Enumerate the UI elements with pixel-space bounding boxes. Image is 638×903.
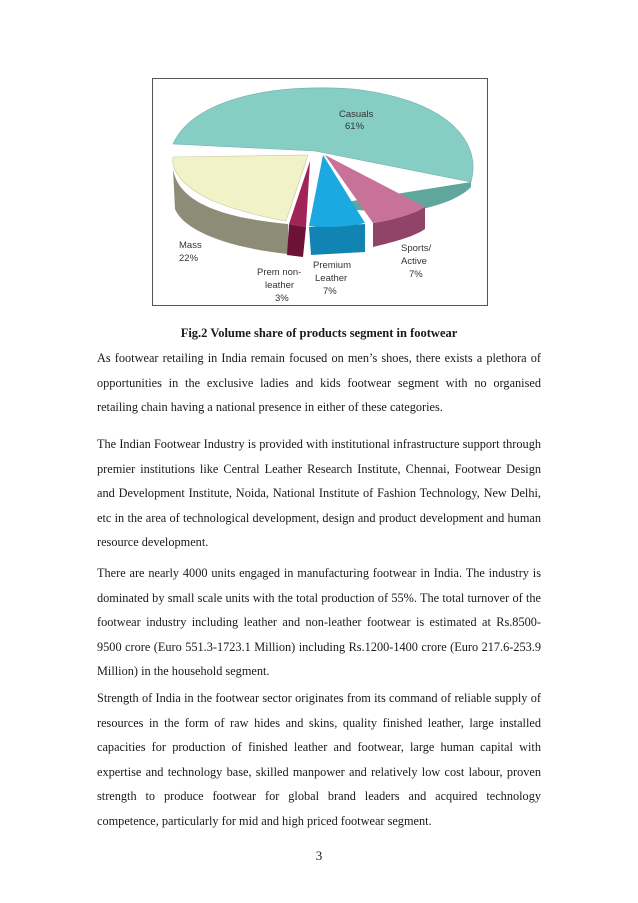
figure-caption: Fig.2 Volume share of products segment in footwear bbox=[180, 326, 458, 340]
paragraph-1: As footwear retailing in India remain focused on men’s shoes, there exists a plethora of opportunities in the exclusive ladies and kids footwear segment with no organised retailing chain having a national presence in either of these categories. bbox=[97, 351, 541, 415]
paragraph-3: There are nearly 4000 units engaged in manufacturing footwear in India. The industry is dominated by small scale units with the total production of 55%. The total turnover of the footwear industry including leather and non-leather footwear is estimated at Rs.8500-9500 crore (Euro 551.3-1723.1 Million) including Rs.1200-1400 crore (Euro 217.6-253.9 Million) in the household segment. bbox=[97, 566, 541, 679]
paragraph-2: The Indian Footwear Industry is provided with institutional infrastructure support through premier institutions like Central Leather Research Institute, Chennai, Footwear Design and Development Institute, Noida, National Institute of Fashion Technology, New Delhi, etc in the area of technological development, design and product development and human resource development. bbox=[97, 437, 541, 550]
label-prem-non-leather-pct: 3% bbox=[275, 293, 289, 304]
label-sports-active-line1: Sports/ bbox=[401, 243, 432, 254]
pie-chart bbox=[153, 79, 488, 306]
label-sports-active-line2: Active bbox=[401, 256, 427, 267]
label-prem-non-leather-line2: leather bbox=[265, 280, 295, 291]
label-casuals-pct: 61% bbox=[345, 121, 365, 132]
label-premium-leather-pct: 7% bbox=[323, 286, 337, 297]
label-prem-non-leather-line1: Prem non- bbox=[257, 267, 302, 278]
label-mass-pct: 22% bbox=[179, 253, 199, 264]
label-mass-name: Mass bbox=[179, 240, 202, 251]
label-premium-leather-line2: Leather bbox=[315, 273, 348, 284]
label-casuals-name: Casuals bbox=[339, 109, 374, 120]
paragraph-4: Strength of India in the footwear sector originates from its command of reliable supply of resources in the form of raw hides and skins, quality finished leather, large installed capacities for production of finished leather and footwear, large human capital with expertise and technology base, skilled manpower and relatively low cost labour, proven strength to produce footwear for global brand leaders and acquired technology competence, particularly for mid and high priced footwear segment. bbox=[97, 691, 541, 828]
label-premium-leather-line1: Premium bbox=[313, 260, 352, 271]
label-sports-active-pct: 7% bbox=[409, 269, 423, 280]
pie-slice-prem-non-leather-side bbox=[287, 224, 306, 257]
pie-slice-premium-leather-side bbox=[309, 224, 365, 255]
page-number: 3 bbox=[315, 848, 323, 863]
pie-chart-figure bbox=[152, 78, 488, 306]
